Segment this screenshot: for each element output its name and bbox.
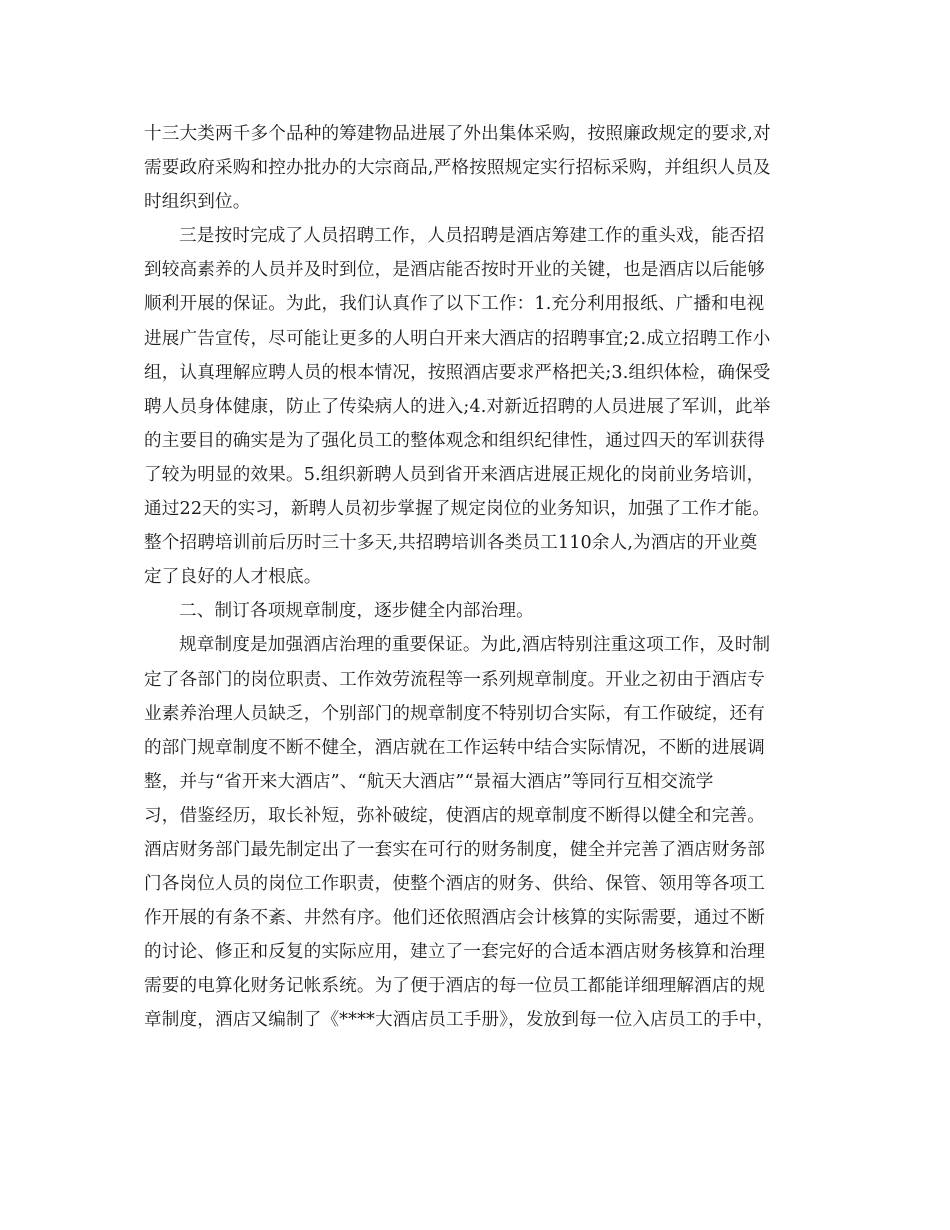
text-line: 了较为明显的效果。5.组织新聘人员到省开来酒店进展正规化的岗前业务培训，	[144, 464, 765, 485]
text-line: 习，借鉴经历，取长补短，弥补破绽，使酒店的规章制度不断得以健全和完善。	[144, 805, 766, 826]
text-line: 定了良好的人才根底。	[144, 567, 322, 588]
document-body	[144, 117, 824, 1038]
text-line: 定了各部门的岗位职责、工作效劳流程等一系列规章制度。开业之初由于酒店专	[144, 669, 766, 690]
text-line: 顺利开展的保证。为此，我们认真作了以下工作：1.充分利用报纸、广播和电视	[144, 294, 765, 315]
text-line: 整，并与“省开来大酒店”、“航天大酒店”“景福大酒店”等同行互相交流学	[144, 771, 714, 792]
text-line: 需要政府采购和控办批办的大宗商品,严格按照规定实行招标采购，并组织人员及	[144, 158, 771, 179]
text-line: 章制度，酒店又编制了《****大酒店员工手册》，发放到每一位入店员工的手中，	[144, 1010, 775, 1031]
text-line: 酒店财务部门最先制定出了一套实在可行的财务制度，健全并完善了酒店财务部	[144, 839, 766, 860]
text-line: 通过22天的实习，新聘人员初步掌握了规定岗位的业务知识，加强了工作才能。	[144, 499, 770, 520]
text-line: 二、制订各项规章制度，逐步健全内部治理。	[179, 601, 534, 622]
text-line: 作开展的有条不紊、井然有序。他们还依照酒店会计核算的实际需要，通过不断	[144, 908, 766, 929]
text-line: 的主要目的确实是为了强化员工的整体观念和组织纪律性，通过四天的军训获得	[144, 430, 766, 451]
text-line: 的讨论、修正和反复的实际应用，建立了一套完好的合适本酒店财务核算和治理	[144, 942, 766, 963]
text-line: 门各岗位人员的岗位工作职责，使整个酒店的财务、供给、保管、领用等各项工	[144, 874, 766, 895]
text-line: 时组织到位。	[144, 192, 251, 213]
text-line: 聘人员身体健康，防止了传染病人的进入;4.对新近招聘的人员进展了军训，此举	[144, 396, 771, 417]
text-line: 规章制度是加强酒店治理的重要保证。为此,酒店特别注重这项工作，及时制	[179, 635, 771, 656]
text-line: 进展广告宣传，尽可能让更多的人明白开来大酒店的招聘事宜;2.成立招聘工作小	[144, 328, 771, 349]
text-line: 的部门规章制度不断不健全，酒店就在工作运转中结合实际情况，不断的进展调	[144, 737, 766, 758]
text-line: 需要的电算化财务记帐系统。为了便于酒店的每一位员工都能详细理解酒店的规	[144, 976, 766, 997]
text-line: 到较高素养的人员并及时到位，是酒店能否按时开业的关键，也是酒店以后能够	[144, 260, 766, 281]
text-line: 组，认真理解应聘人员的根本情况，按照酒店要求严格把关;3.组织体检，确保受	[144, 362, 771, 383]
text-line: 十三大类两千多个品种的筹建物品进展了外出集体采购，按照廉政规定的要求,对	[144, 124, 771, 144]
text-line: 整个招聘培训前后历时三十多天,共招聘培训各类员工110余人,为酒店的开业奠	[144, 533, 758, 554]
text-line: 业素养治理人员缺乏，个别部门的规章制度不特别切合实际，有工作破绽，还有	[144, 703, 766, 724]
text-line: 三是按时完成了人员招聘工作，人员招聘是酒店筹建工作的重头戏，能否招	[179, 226, 765, 247]
